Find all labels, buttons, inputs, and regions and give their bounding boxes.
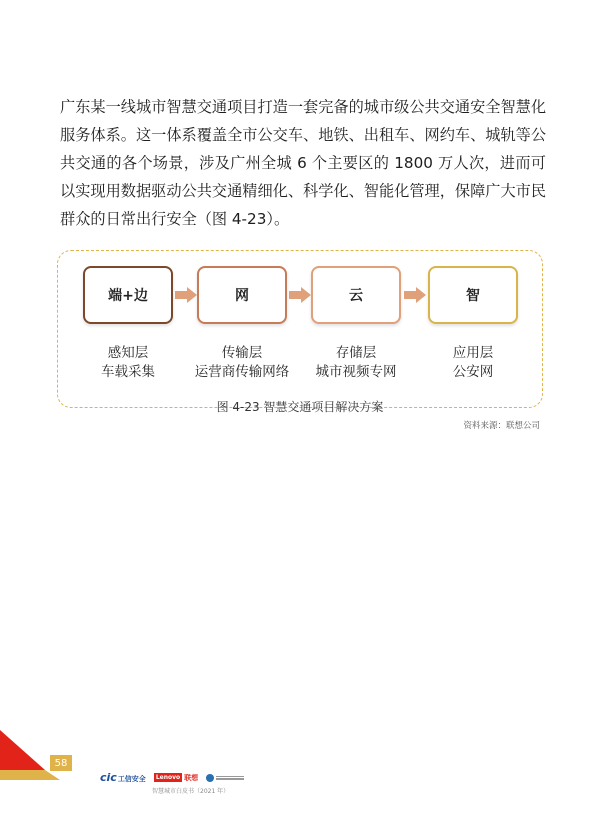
layer-name: 存储层 [335,345,377,361]
footer-logos [100,771,246,784]
layer-name: 感知层 [107,345,149,361]
arrow-right-icon [404,287,426,303]
cic-logo-cn: 工信安全 [117,775,146,783]
layer-detail: 车载采集 [101,364,155,380]
lenovo-logo-cn: 联想 [184,773,199,782]
diagram-box-network: 网 [197,266,287,324]
layer-name: 应用层 [452,345,494,361]
arrow-right-icon [175,287,197,303]
layer-detail: 公安网 [452,364,494,380]
diagram-box-intelligence: 智 [428,266,518,324]
diagram-box-cloud: 云 [311,266,401,324]
arrow-right-icon [289,287,311,303]
institute-logo [206,773,246,783]
cic-logo [100,771,146,784]
page-number: 58 [50,755,72,771]
institute-mark-icon [206,774,214,782]
figure-caption: 图 4-23 智慧交通项目解决方案 [216,400,384,414]
layer-detail: 城市视频专网 [315,364,397,380]
layer-label-application [403,344,543,382]
cic-logo-text: cic [100,771,117,784]
layer-detail: 运营商传输网络 [194,364,290,380]
footer-text: 智慧城市白皮书（2021 年） [152,788,230,795]
figure-source: 资料来源：联想公司 [463,421,540,431]
layer-name: 传输层 [221,345,263,361]
diagram-box-edge: 端+边 [83,266,173,324]
body-paragraph: 广东某一线城市智慧交通项目打造一套完备的城市级公共交通安全智慧化服务体系。这一体系覆盖全市公交车、地铁、出租车、网约车、城轨等公共交通的各个场景，涉及广州全城 6 个主要区的 1800 万人次，进而可以实现用数据驱动公共交通精细化、科学化、智能化管理，保障广大市民群众的日常出行安全（图 4-23）。 [60,98,546,228]
lenovo-logo: Lenovo [155,774,181,781]
